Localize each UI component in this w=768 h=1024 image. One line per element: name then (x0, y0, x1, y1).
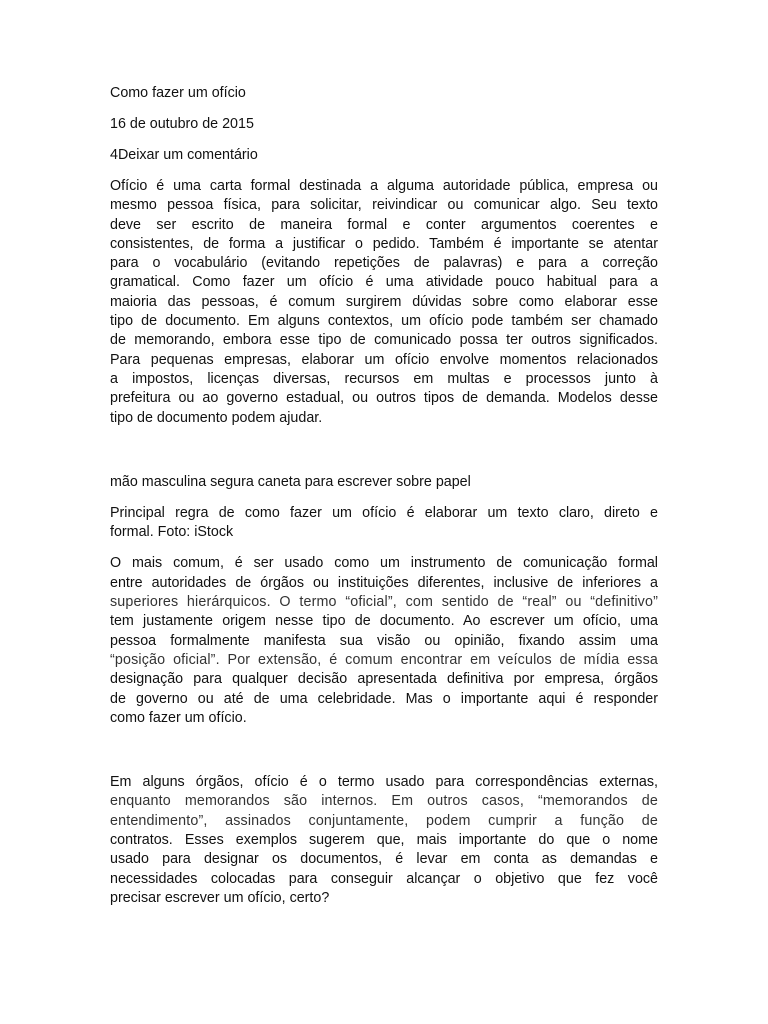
paragraph-1 (110, 177, 658, 428)
paragraph-line: maioria das pessoas, é comum surgirem dúvidas sobre como elaborar esse (110, 293, 658, 310)
paragraph-line: contratos. Esses exemplos sugerem que, mais importante do que o nome (110, 832, 658, 849)
paragraph-line: superiores hierárquicos. O termo “oficial”, com sentido de “real” ou “definitivo” (110, 594, 658, 611)
paragraph-line: Ofício é uma carta formal destinada a alguma autoridade pública, empresa ou (110, 178, 658, 194)
paragraph-3 (110, 773, 658, 908)
paragraph-line: a impostos, licenças diversas, recursos em multas e processos junto à (110, 370, 658, 387)
paragraph-line: O mais comum, é ser usado como um instrumento de comunicação formal (110, 555, 658, 572)
paragraph-line: como fazer um ofício. (110, 709, 247, 726)
paragraph-line: consistentes, de forma a justificar o pedido. Também é importante se atentar (110, 235, 658, 252)
paragraph-line: de memorando, embora esse tipo de comunicado possa ter outros significados. (110, 332, 658, 349)
caption-line: Principal regra de como fazer um ofício é elaborar um texto claro, direto e (110, 504, 658, 521)
caption-line: formal. Foto: iStock (110, 524, 234, 541)
paragraph-line: designação para qualquer decisão apresentada definitiva por empresa, órgãos (110, 671, 658, 688)
paragraph-line: deve ser escrito de maneira formal e conter argumentos coerentes e (110, 216, 658, 233)
paragraph-2 (110, 554, 658, 728)
paragraph-line: gramatical. Como fazer um ofício é uma atividade pouco habitual para a (110, 274, 658, 291)
paragraph-line: usado para designar os documentos, é levar em conta as demandas e (110, 851, 658, 868)
image-caption (110, 504, 658, 543)
comment-link[interactable]: 4Deixar um comentário (110, 147, 258, 163)
article-title: Como fazer um ofício (110, 85, 246, 101)
paragraph-line: prefeitura ou ao governo estadual, ou outros tipos de demanda. Modelos desse (110, 390, 658, 407)
paragraph-line: tipo de documento. Em alguns contextos, um ofício pode também ser chamado (110, 313, 658, 330)
paragraph-line: de governo ou até de uma celebridade. Mas o importante aqui é responder (110, 690, 658, 707)
image-alt-text: mão masculina segura caneta para escrever sobre papel (110, 473, 471, 490)
paragraph-line: tem justamente origem nesse tipo de documento. Ao escrever um ofício, uma (110, 613, 658, 630)
paragraph-line: tipo de documento podem ajudar. (110, 409, 323, 426)
paragraph-line: mesmo pessoa física, para solicitar, reivindicar ou comunicar algo. Seu texto (110, 197, 658, 214)
paragraph-line: necessidades colocadas para conseguir alcançar o objetivo que fez você (110, 870, 658, 887)
paragraph-line: Para pequenas empresas, elaborar um ofício envolve momentos relacionados (110, 351, 658, 368)
paragraph-line: entre autoridades de órgãos ou instituições diferentes, inclusive de inferiores a (110, 574, 658, 591)
paragraph-line: “posição oficial”. Por extensão, é comum encontrar em veículos de mídia essa (110, 651, 658, 668)
article-date: 16 de outubro de 2015 (110, 116, 254, 132)
paragraph-line: para o vocabulário (evitando repetições de palavras) e para a correção (110, 255, 658, 272)
paragraph-line: enquanto memorandos são internos. Em outros casos, “memorandos de (110, 793, 658, 810)
paragraph-line: precisar escrever um ofício, certo? (110, 889, 330, 906)
paragraph-line: pessoa formalmente manifesta sua visão ou opinião, fixando assim uma (110, 632, 658, 649)
document-page (110, 84, 658, 908)
paragraph-line: entendimento”, assinados conjuntamente, podem cumprir a função de (110, 812, 658, 829)
paragraph-line: Em alguns órgãos, ofício é o termo usado para correspondências externas, (110, 774, 658, 791)
